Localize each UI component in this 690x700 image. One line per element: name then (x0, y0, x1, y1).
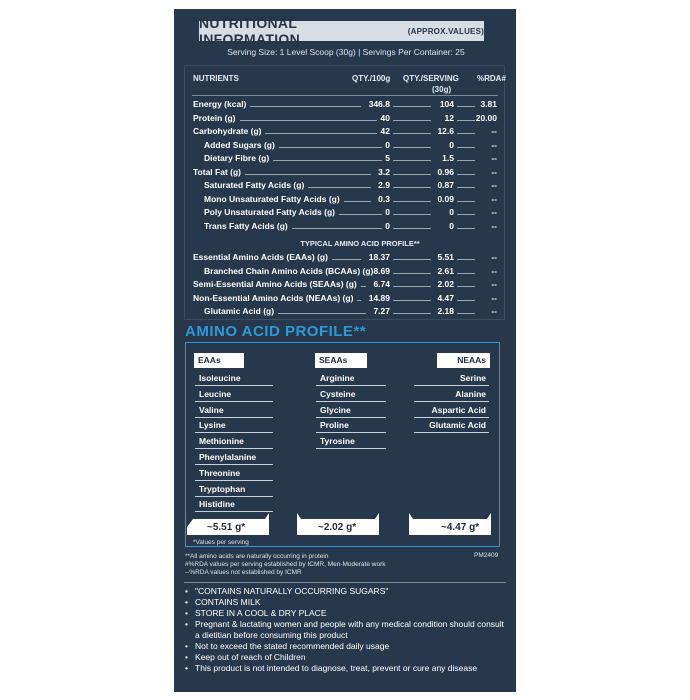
value-rda: -- (491, 126, 497, 136)
value-per-serving: 1.5 (442, 153, 454, 163)
value-per-100g: 14.89 (368, 292, 390, 303)
value-per-100g: 6.74 (373, 279, 390, 289)
nutrient-row (0, 251, 690, 264)
nutrient-row (0, 152, 690, 165)
value-per-serving: 2.61 (437, 265, 454, 276)
value-rda: -- (491, 292, 497, 303)
nutrition-title-sub: (APPROX.VALUES) (407, 26, 484, 36)
warning-item: • Pregnant & lactating women and people with any medical condition should consult a dietitian before consuming this product (184, 619, 509, 641)
seaas-total: ~2.02 g* (318, 522, 357, 533)
value-rda: -- (491, 166, 497, 177)
value-per-serving: 0 (449, 139, 454, 150)
nutrient-row (0, 139, 690, 152)
value-per-serving: 0 (449, 220, 454, 231)
value-per-serving: 12.6 (437, 126, 454, 136)
value-rda: 3.81 (480, 99, 497, 109)
amino-acid-item: Isoleucine (195, 372, 273, 386)
footnote-2: #%RDA values per serving established by ICMR, Men-Moderate work (185, 561, 386, 568)
nutrient-label: Added Sugars (g) (204, 139, 275, 150)
amino-acid-item: Methionine (195, 435, 273, 449)
value-per-100g: 0.3 (378, 193, 390, 204)
serving-info: Serving Size: 1 Level Scoop (30g) | Servings Per Container: 25 (227, 47, 465, 57)
value-per-serving: 104 (439, 99, 454, 109)
amino-acid-item: Alanine (414, 388, 489, 402)
value-per-100g: 5 (385, 153, 390, 163)
nutrient-label: Mono Unsaturated Fatty Acids (g) (204, 193, 340, 204)
nutrient-label: Energy (kcal) (193, 99, 247, 109)
value-per-100g: 40 (380, 112, 390, 123)
nutrient-row (0, 278, 690, 291)
nutrient-row (0, 166, 690, 179)
product-code: PM2409 (474, 552, 499, 559)
nutrient-label: Dietary Fibre (g) (204, 153, 270, 163)
amino-acid-item: Histidine (195, 498, 273, 512)
value-per-serving: 2.18 (437, 306, 454, 316)
warning-item: • Not to exceed the stated recommended daily usage (184, 641, 509, 652)
value-per-100g: 42 (380, 126, 390, 136)
value-per-serving: 4.47 (437, 292, 454, 303)
nutrient-row (0, 292, 690, 305)
amino-acid-item: Serine (414, 372, 489, 386)
nutrient-row (0, 98, 690, 111)
warning-item: • STORE IN A COOL & DRY PLACE (184, 608, 509, 619)
value-per-100g: 0 (385, 207, 390, 217)
warning-item: • This product is not intended to diagnose, treat, prevent or cure any disease (184, 663, 509, 674)
footnote-1: **All amino acids are naturally occurring in protein (185, 553, 329, 560)
eaas-heading: EAAs (194, 353, 244, 368)
nutrient-label: Poly Unsaturated Fatty Acids (g) (204, 207, 335, 217)
amino-acid-item: Glycine (316, 404, 386, 418)
warnings-list (184, 586, 509, 674)
value-per-100g: 3.2 (378, 166, 390, 177)
nutrient-label: Glutamic Acid (g) (204, 306, 275, 316)
warnings-divider (184, 582, 506, 583)
value-rda: -- (491, 252, 497, 262)
value-per-100g: 8.69 (373, 265, 390, 276)
nutrient-label: Semi-Essential Amino Acids (SEAAs) (g) (193, 279, 357, 289)
neaas-total: ~4.47 g* (441, 522, 480, 533)
seaas-heading: SEAAs (315, 353, 367, 368)
nutrient-label: Carbohydrate (g) (193, 126, 262, 136)
value-rda: -- (491, 139, 497, 150)
value-rda: 20.00 (475, 112, 497, 123)
nutrient-row (0, 206, 690, 219)
nutrition-title: NUTRITIONAL INFORMATION (199, 15, 301, 47)
nutrient-row (0, 179, 690, 192)
amino-acid-item: Tyrosine (316, 435, 386, 449)
amino-acid-item: Cysteine (316, 388, 386, 402)
value-per-100g: 2.9 (378, 180, 390, 190)
value-per-serving: 0.96 (437, 166, 454, 177)
value-rda: -- (491, 306, 497, 316)
amino-acid-item: Arginine (316, 372, 386, 386)
nutrient-row (0, 193, 690, 206)
value-per-serving: 5.51 (437, 252, 454, 262)
typical-amino-heading: TYPICAL AMINO ACID PROFILE** (300, 239, 420, 248)
value-rda: -- (491, 193, 497, 204)
value-per-100g: 18.37 (368, 252, 390, 262)
nutrient-label: Trans Fatty Acids (g) (204, 220, 288, 231)
neaas-heading: NEAAs (437, 353, 490, 368)
warning-item: • "CONTAINS NATURALLY OCCURRING SUGARS" (184, 586, 509, 597)
amino-acid-item: Phenylalanine (195, 451, 273, 465)
nutrient-row (0, 220, 690, 233)
value-per-100g: 7.27 (373, 306, 390, 316)
value-per-100g: 0 (385, 139, 390, 150)
amino-acid-item: Leucine (195, 388, 273, 402)
value-rda: -- (491, 220, 497, 231)
value-per-serving: 0.87 (437, 180, 454, 190)
amino-acid-item: Lysine (195, 419, 273, 433)
amino-acid-item: Glutamic Acid (414, 419, 489, 433)
header-rda: %RDA# (477, 74, 506, 83)
value-rda: -- (491, 207, 497, 217)
amino-acid-item: Proline (316, 419, 386, 433)
warning-item: • CONTAINS MILK (184, 597, 509, 608)
nutrition-title-bar (199, 15, 484, 47)
amino-acid-item: Aspartic Acid (414, 404, 489, 418)
amino-acid-item: Valine (195, 404, 273, 418)
per-serving-note: *Values per serving (193, 539, 249, 546)
warning-item: • Keep out of reach of Children (184, 652, 509, 663)
value-rda: -- (491, 265, 497, 276)
nutrient-label: Branched Chain Amino Acids (BCAAs) (g) (204, 265, 374, 276)
value-rda: -- (491, 180, 497, 190)
value-rda: -- (491, 279, 497, 289)
header-per-serving: QTY./SERVING (403, 74, 459, 83)
nutrient-label: Non-Essential Amino Acids (NEAAs) (g) (193, 292, 354, 303)
nutrient-row (0, 265, 690, 278)
amino-acid-item: Threonine (195, 467, 273, 481)
header-per-100g: QTY./100g (352, 74, 391, 83)
amino-acid-item: Tryptophan (195, 483, 273, 497)
eaas-total: ~5.51 g* (207, 522, 246, 533)
nutrient-label: Protein (g) (193, 112, 236, 123)
value-per-serving: 12 (444, 112, 454, 123)
header-divider (192, 95, 498, 96)
value-per-serving: 0.09 (437, 193, 454, 204)
amino-profile-title: AMINO ACID PROFILE** (185, 323, 367, 340)
footnote-3: --%RDA values not established by ICMR (185, 569, 302, 576)
header-nutrients: NUTRIENTS (193, 74, 239, 83)
nutrient-label: Saturated Fatty Acids (g) (204, 180, 305, 190)
nutrient-row (0, 125, 690, 138)
value-rda: -- (491, 153, 497, 163)
value-per-100g: 0 (385, 220, 390, 231)
nutrient-row (0, 305, 690, 318)
leader-line (250, 106, 361, 107)
header-per-serving-sub: (30g) (432, 85, 452, 94)
value-per-serving: 2.02 (437, 279, 454, 289)
nutrient-row (0, 112, 690, 125)
nutrient-label: Essential Amino Acids (EAAs) (g) (193, 252, 328, 262)
value-per-serving: 0 (449, 207, 454, 217)
value-per-100g: 346.8 (368, 99, 390, 109)
nutrient-label: Total Fat (g) (193, 166, 241, 177)
